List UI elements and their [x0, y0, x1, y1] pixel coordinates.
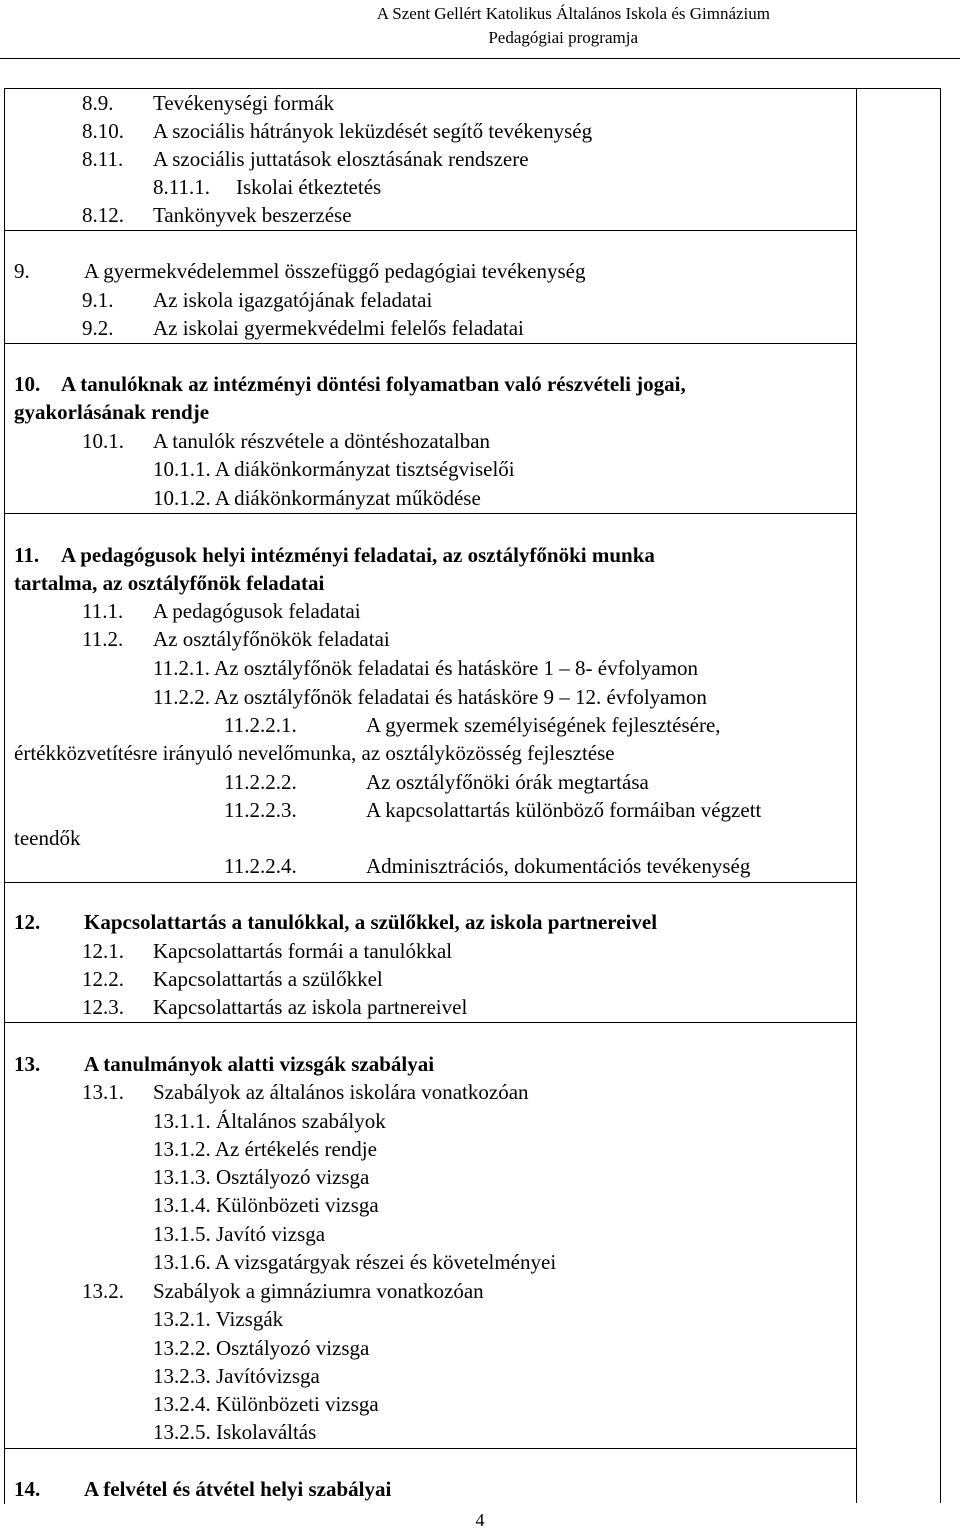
- toc-right-border: [940, 88, 941, 1503]
- row-divider: [5, 1022, 856, 1023]
- header-document-title: Pedagógiai programja: [488, 28, 638, 47]
- row-divider: [5, 1448, 856, 1449]
- toc-column-divider: [856, 88, 857, 1503]
- row-divider: [5, 513, 856, 514]
- page-number: 4: [475, 1510, 485, 1530]
- row-divider: [5, 343, 856, 344]
- row-divider: [5, 882, 856, 883]
- header-school-name: A Szent Gellért Katolikus Általános Iskola és Gimnázium: [376, 4, 770, 23]
- header-rule: [0, 58, 960, 59]
- row-divider: [5, 230, 856, 231]
